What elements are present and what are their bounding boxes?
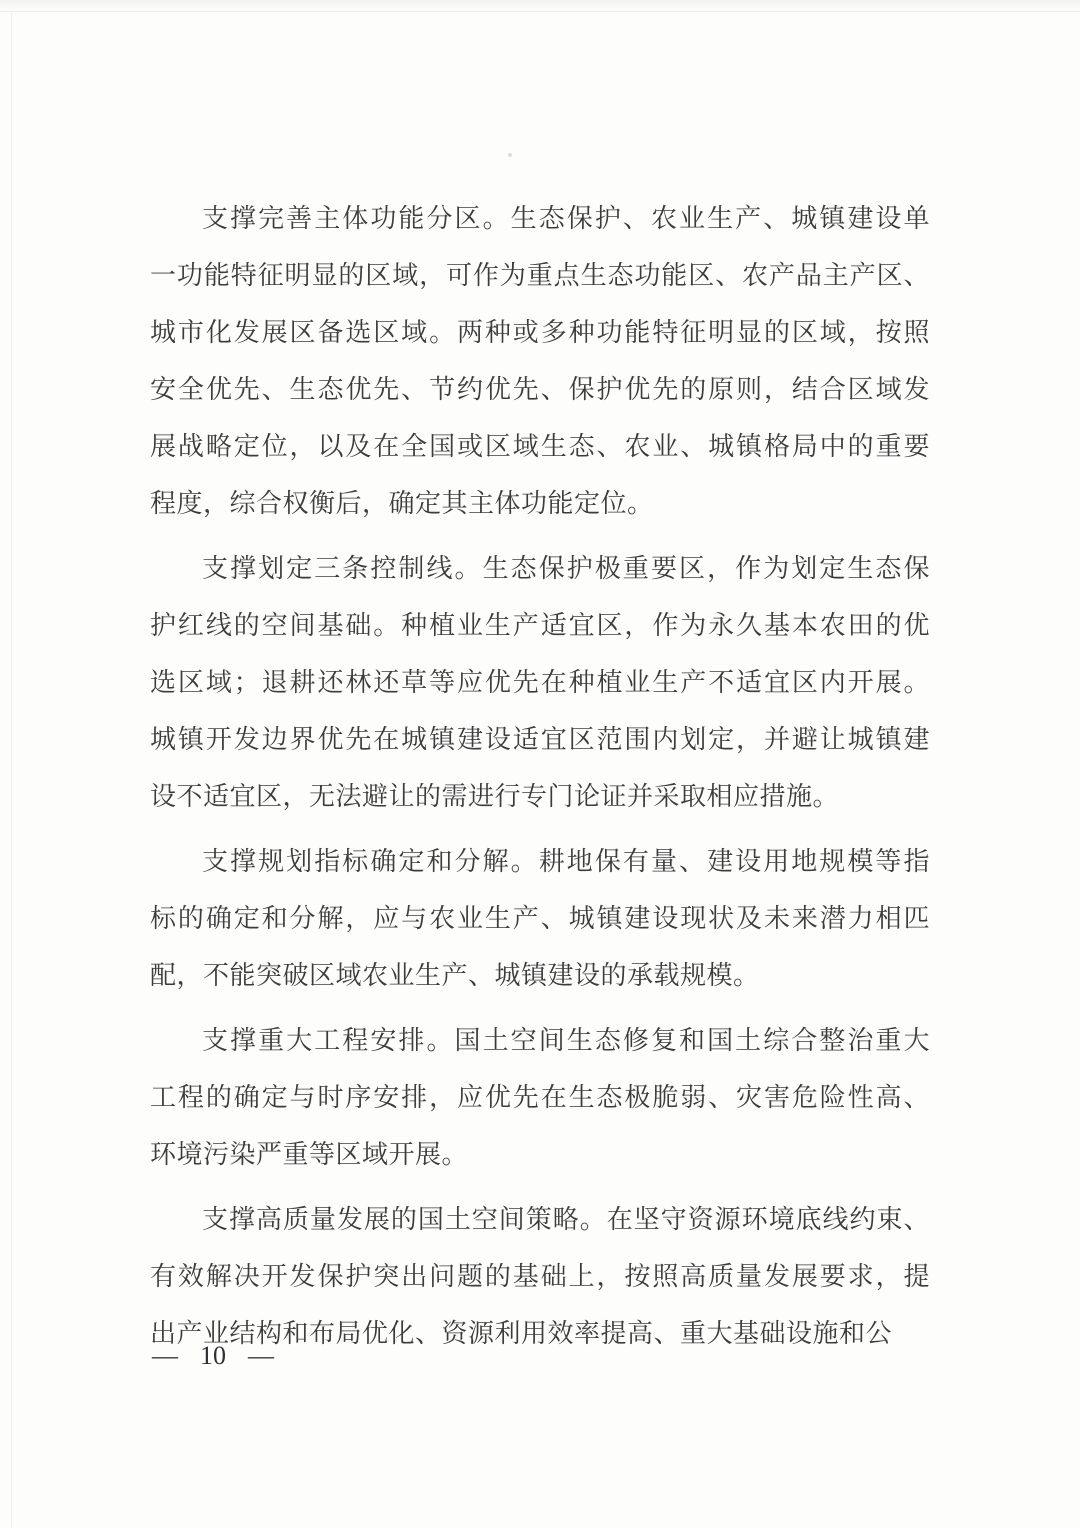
text-line: 安全优先、生态优先、节约优先、保护优先的原则，结合区域发 <box>150 375 930 404</box>
paragraph <box>150 833 930 1004</box>
text-line: 城镇开发边界优先在城镇建设适宜区范围内划定，并避让城镇建 <box>150 725 930 754</box>
paragraph <box>150 540 930 825</box>
text-line: 设不适宜区，无法避让的需进行专门论证并采取相应措施。 <box>150 782 840 811</box>
page-number-left-dash: — <box>152 1341 178 1370</box>
text-line: 一功能特征明显的区域，可作为重点生态功能区、农产品主产区、 <box>150 261 930 290</box>
paragraph <box>150 190 930 532</box>
text-line: 支撑高质量发展的国土空间策略。在坚守资源环境底线约束、 <box>202 1205 930 1234</box>
page-number-right-dash: — <box>248 1341 274 1370</box>
text-line: 标的确定和分解，应与农业生产、城镇建设现状及未来潜力相匹 <box>150 904 930 933</box>
text-line: 选区域；退耕还林还草等应优先在种植业生产不适宜区内开展。 <box>150 668 930 697</box>
scan-edge-top <box>0 0 1080 12</box>
text-line: 有效解决开发保护突出问题的基础上，按照高质量发展要求，提 <box>150 1262 930 1291</box>
text-line: 环境污染严重等区域开展。 <box>150 1140 469 1169</box>
text-line: 支撑完善主体功能分区。生态保护、农业生产、城镇建设单 <box>202 204 930 233</box>
text-line: 出产业结构和布局优化、资源利用效率提高、重大基础设施和公 <box>150 1319 893 1348</box>
text-line: 配，不能突破区域农业生产、城镇建设的承载规模。 <box>150 961 760 990</box>
paragraph <box>150 1012 930 1183</box>
text-line: 程度，综合权衡后，确定其主体功能定位。 <box>150 489 654 518</box>
page-number <box>152 1336 274 1376</box>
text-line: 城市化发展区备选区域。两种或多种功能特征明显的区域，按照 <box>150 318 930 347</box>
text-line: 支撑重大工程安排。国土空间生态修复和国土综合整治重大 <box>202 1026 930 1055</box>
text-line: 护红线的空间基础。种植业生产适宜区，作为永久基本农田的优 <box>150 611 930 640</box>
page-number-value: 10 <box>200 1341 226 1370</box>
text-line: 工程的确定与时序安排，应优先在生态极脆弱、灾害危险性高、 <box>150 1083 930 1112</box>
document-body <box>150 190 930 1370</box>
text-line: 支撑划定三条控制线。生态保护极重要区，作为划定生态保 <box>202 554 930 583</box>
text-line: 支撑规划指标确定和分解。耕地保有量、建设用地规模等指 <box>202 847 930 876</box>
scan-speck <box>508 153 512 157</box>
text-line: 展战略定位，以及在全国或区域生态、农业、城镇格局中的重要 <box>150 432 930 461</box>
scan-edge-left <box>11 12 12 1528</box>
